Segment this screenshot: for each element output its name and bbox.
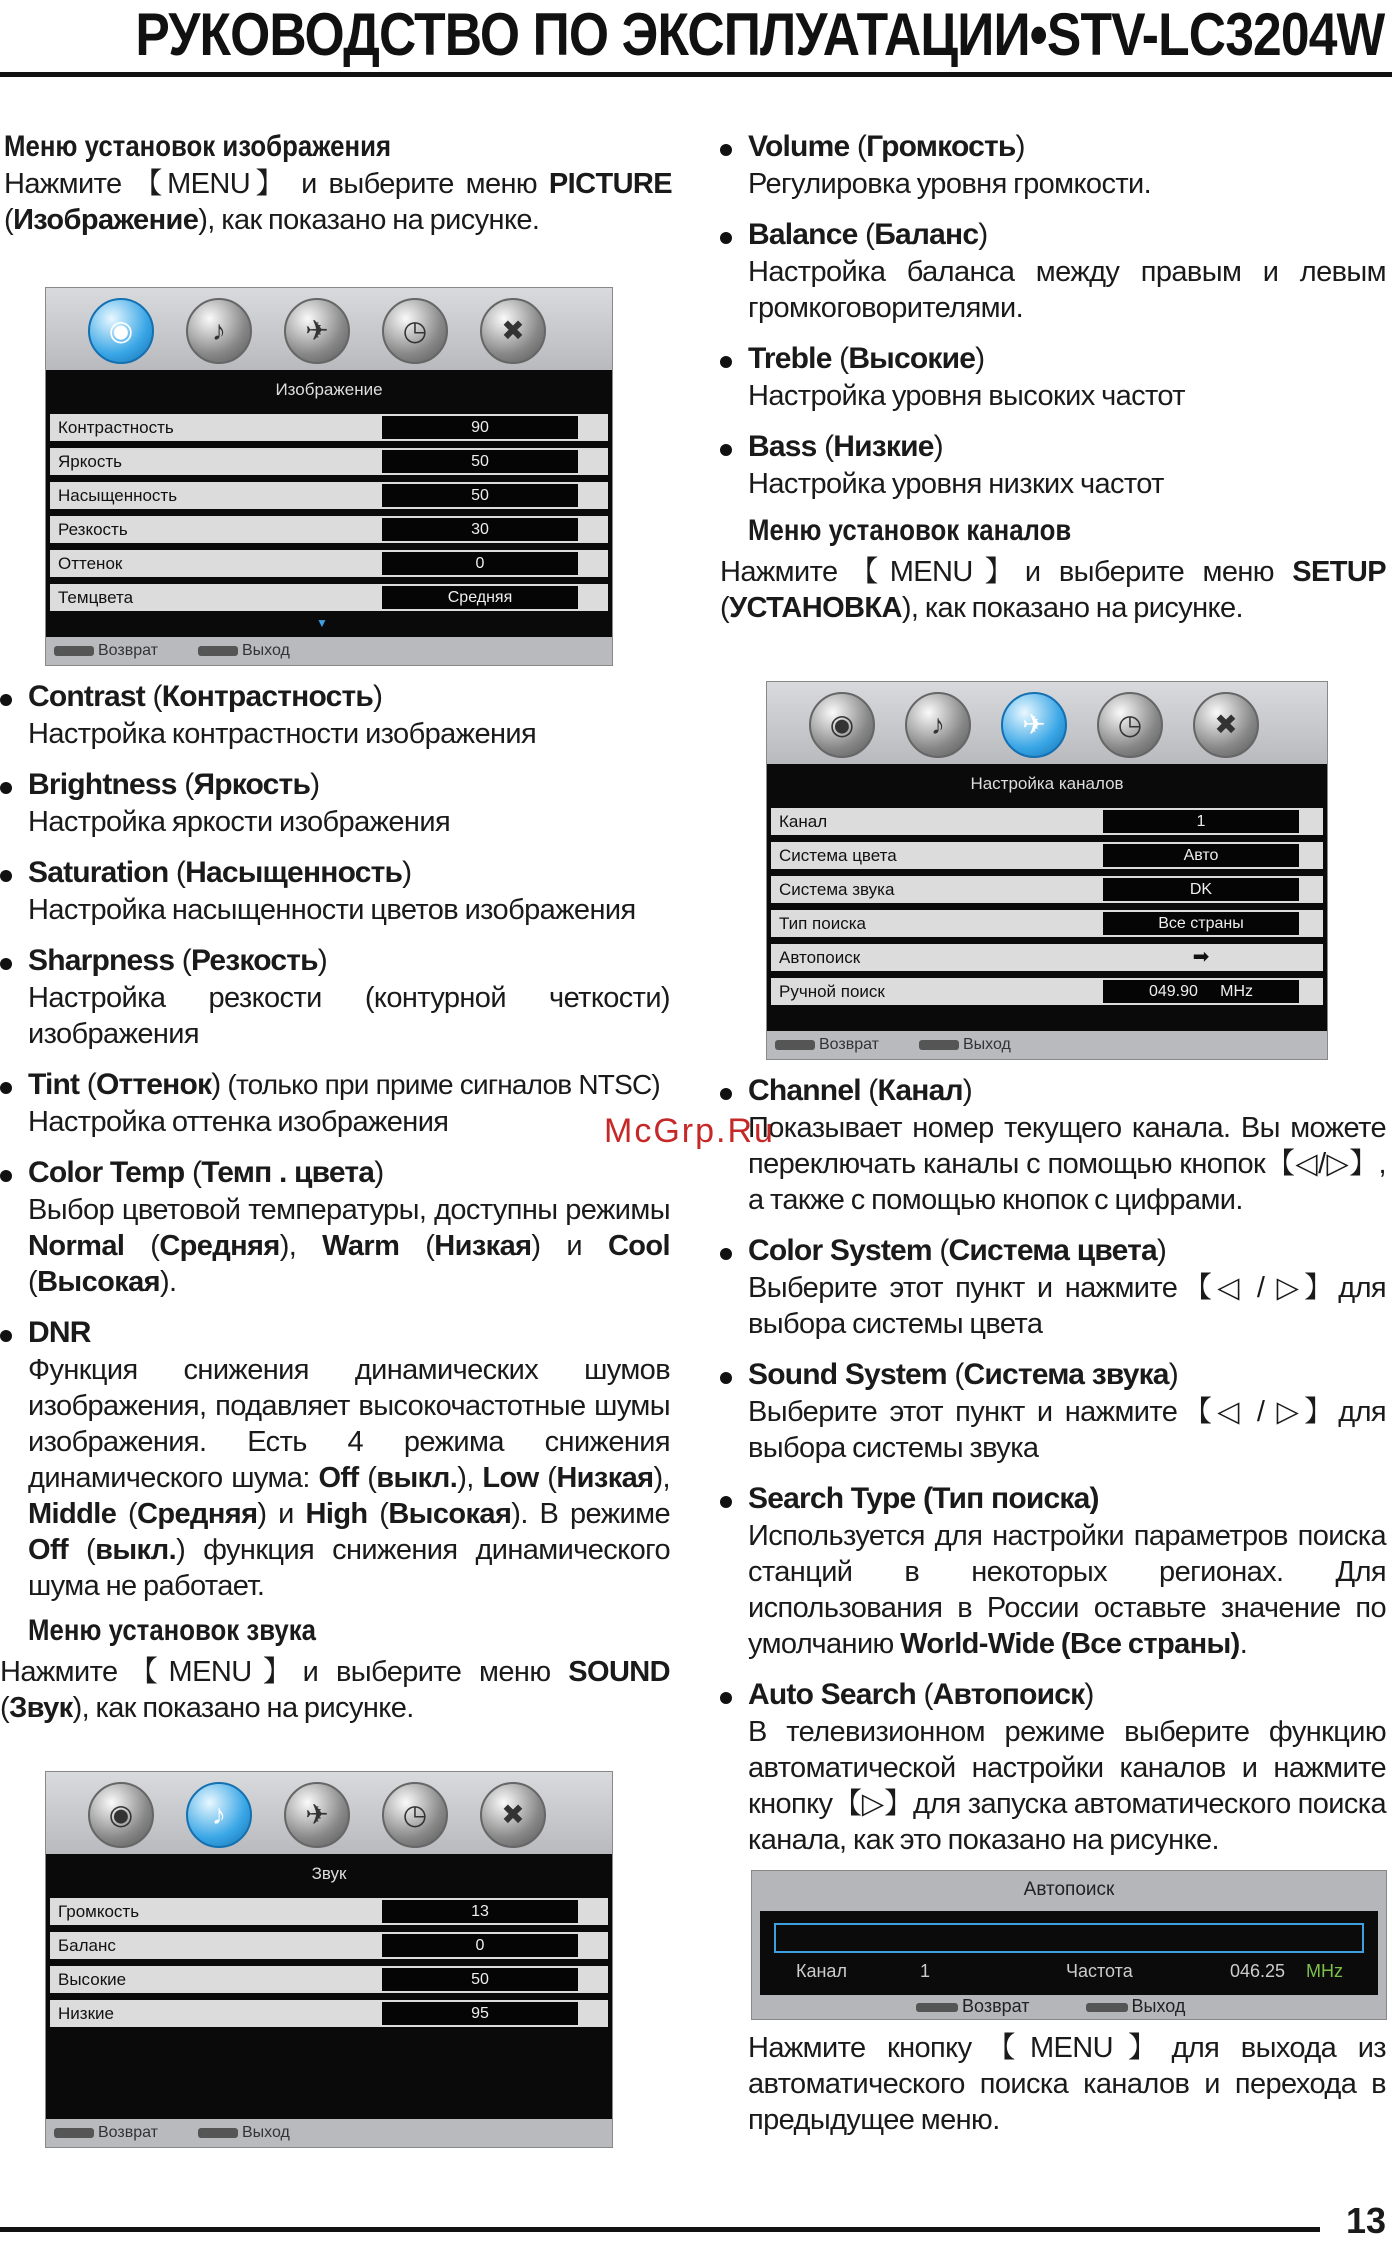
closing-paragraph: Нажмите кнопку【MENU】для выхода из автоматического поиска каналов и перехода в предыдущее меню.: [748, 2032, 1386, 2136]
sound-menu-screenshot: [45, 1771, 613, 2148]
menu-key-icon: [54, 646, 94, 656]
page-header-title: РУКОВОДСТВО ПО ЭКСПЛУАТАЦИИ•STV-LC3204W: [134, 1, 1384, 68]
list-item: Sharpness (Резкость) Настройка резкости (контурной четкости) изображения: [0, 942, 670, 1052]
menu-body: [767, 764, 1327, 1031]
menu-row: Яркость 50: [50, 448, 608, 475]
menu-footer: Возврат Выход: [767, 1031, 1327, 1059]
tools-icon: ✖: [480, 1782, 546, 1848]
menu-key-icon: [54, 2128, 94, 2138]
menu-title: Звук: [311, 1864, 347, 1883]
satellite-icon: ✈: [1001, 692, 1067, 758]
channel-heading: Меню установок каналов: [748, 514, 1072, 547]
search-progress-bar: [774, 1923, 1364, 1953]
list-item: Color Temp (Темп . цвета) Выбор цветовой температуры, доступны режимы Normal (Средняя), Warm (Низкая) и Cool (Высокая).: [0, 1154, 670, 1300]
list-item: Balance (Баланс) Настройка баланса между правым и левым громкоговорителями.: [720, 216, 1386, 326]
auto-search-screenshot: [751, 1870, 1387, 2020]
camera-icon: ◉: [809, 692, 875, 758]
menu-row: Тип поиска Все страны: [771, 910, 1323, 937]
list-item: Saturation (Насыщенность) Настройка насыщенности цветов изображения: [0, 854, 670, 928]
arrow-right-icon: ➡: [1103, 946, 1299, 969]
menu-key-icon: [775, 1040, 815, 1050]
menu-key-icon: [916, 2003, 958, 2012]
tools-icon: ✖: [480, 298, 546, 364]
menu-row: Система цвета Авто: [771, 842, 1323, 869]
tools-icon: ✖: [1193, 692, 1259, 758]
menu-footer: Возврат Выход: [46, 637, 612, 665]
clock-icon: ◷: [382, 298, 448, 364]
header-rule: [0, 72, 1392, 77]
sound-intro: Нажмите【MENU】и выберите меню SOUND (Звук), как показано на рисунке.: [0, 1656, 670, 1724]
speaker-icon: ♪: [186, 298, 252, 364]
channel-intro: Нажмите【MENU】и выберите меню SETUP (УСТАНОВКА), как показано на рисунке.: [720, 556, 1386, 624]
list-item: Sound System (Система звука) Выберите этот пункт и нажмите【◁ / ▷】для выбора системы звука: [720, 1356, 1386, 1466]
camera-icon: ◉: [88, 1782, 154, 1848]
speaker-icon: ♪: [905, 692, 971, 758]
menu-icon-bar: [46, 288, 612, 370]
speaker-icon: ♪: [186, 1782, 252, 1848]
exit-key-icon: [198, 646, 238, 656]
clock-icon: ◷: [1097, 692, 1163, 758]
list-item: Volume (Громкость) Регулировка уровня громкости.: [720, 128, 1386, 202]
menu-row: Контрастность 90: [50, 414, 608, 441]
auto-search-footer: Возврат Выход: [752, 1995, 1386, 2017]
auto-search-title: Автопоиск: [1023, 1879, 1115, 1900]
channel-menu-screenshot: [766, 681, 1328, 1060]
watermark: McGrp.Ru: [604, 1112, 775, 1150]
menu-body: [46, 370, 612, 637]
menu-row: Громкость 13: [50, 1898, 608, 1925]
picture-items-list: [0, 678, 670, 1726]
menu-row: Оттенок 0: [50, 550, 608, 577]
channel-items-list: [720, 1072, 1386, 1858]
list-item: Contrast (Контрастность) Настройка контрастности изображения: [0, 678, 670, 752]
menu-row: Канал 1: [771, 808, 1323, 835]
picture-heading: Меню установок изображения: [4, 130, 392, 163]
satellite-icon: ✈: [284, 1782, 350, 1848]
scroll-down-icon: ▼: [316, 616, 328, 630]
clock-icon: ◷: [382, 1782, 448, 1848]
menu-title: Настройка каналов: [970, 774, 1124, 793]
menu-row: Насыщенность 50: [50, 482, 608, 509]
list-item: DNR Функция снижения динамических шумов изображения, подавляет высокочастотные шумы изображения. Есть 4 режима снижения динамического шума: Off (выкл.), Low (Низкая), Middle (Средняя) и High (Высокая). В режиме Off (выкл.) функция снижения динамического шума не работает.: [0, 1314, 670, 1604]
picture-intro: Нажмите 【MENU】 и выберите меню PICTURE (Изображение), как показано на рисунке.: [4, 168, 672, 236]
exit-key-icon: [198, 2128, 238, 2138]
list-item: Auto Search (Автопоиск) В телевизионном режиме выберите функцию автоматической настройки каналов и нажмите кнопку【▷】для запуска автоматического поиска канала, как это показано на рисунке.: [720, 1676, 1386, 1858]
menu-footer: Возврат Выход: [46, 2119, 612, 2147]
menu-row: Ручной поиск 049.90 MHz: [771, 978, 1323, 1005]
exit-key-icon: [1086, 2003, 1128, 2012]
picture-menu-screenshot: [45, 287, 613, 666]
page-number: 13: [1345, 2200, 1386, 2241]
menu-row: Система звука DK: [771, 876, 1323, 903]
list-item: Treble (Высокие) Настройка уровня высоких частот: [720, 340, 1386, 414]
auto-search-panel: Канал 1 Частота 046.25 MHz: [760, 1911, 1378, 1995]
sound-heading: Меню установок звука: [28, 1614, 317, 1647]
list-item: Color System (Система цвета) Выберите этот пункт и нажмите【◁ / ▷】для выбора системы цвета: [720, 1232, 1386, 1342]
list-item: Bass (Низкие) Настройка уровня низких частот: [720, 428, 1386, 502]
menu-body: [46, 1854, 612, 2119]
menu-icon-bar: [46, 1772, 612, 1854]
camera-icon: ◉: [88, 298, 154, 364]
menu-row: Автопоиск ➡: [771, 944, 1323, 971]
list-item: Search Type (Тип поиска) Используется для настройки параметров поиска станций в некоторых регионах. Для использования в России оставьте значение по умолчанию World-Wide (Все страны).: [720, 1480, 1386, 1662]
menu-icon-bar: [767, 682, 1327, 764]
menu-row: Резкость 30: [50, 516, 608, 543]
list-item: Brightness (Яркость) Настройка яркости изображения: [0, 766, 670, 840]
picture-section: [4, 128, 672, 238]
list-item: Tint (Оттенок) (только при приме сигналов NTSC) Настройка оттенка изображения: [0, 1066, 670, 1140]
sound-items-list: [720, 128, 1386, 626]
menu-row: Баланс 0: [50, 1932, 608, 1959]
menu-row: Темцвета Средняя: [50, 584, 608, 611]
exit-key-icon: [919, 1040, 959, 1050]
footer-rule: [0, 2227, 1320, 2232]
list-item: Channel (Канал) Показывает номер текущего канала. Вы можете переключать каналы с помощью кнопок【◁/▷】, а также с помощью кнопок с цифрами.: [720, 1072, 1386, 1218]
menu-row: Высокие 50: [50, 1966, 608, 1993]
menu-title: Изображение: [275, 380, 383, 399]
menu-row: Низкие 95: [50, 2000, 608, 2027]
satellite-icon: ✈: [284, 298, 350, 364]
